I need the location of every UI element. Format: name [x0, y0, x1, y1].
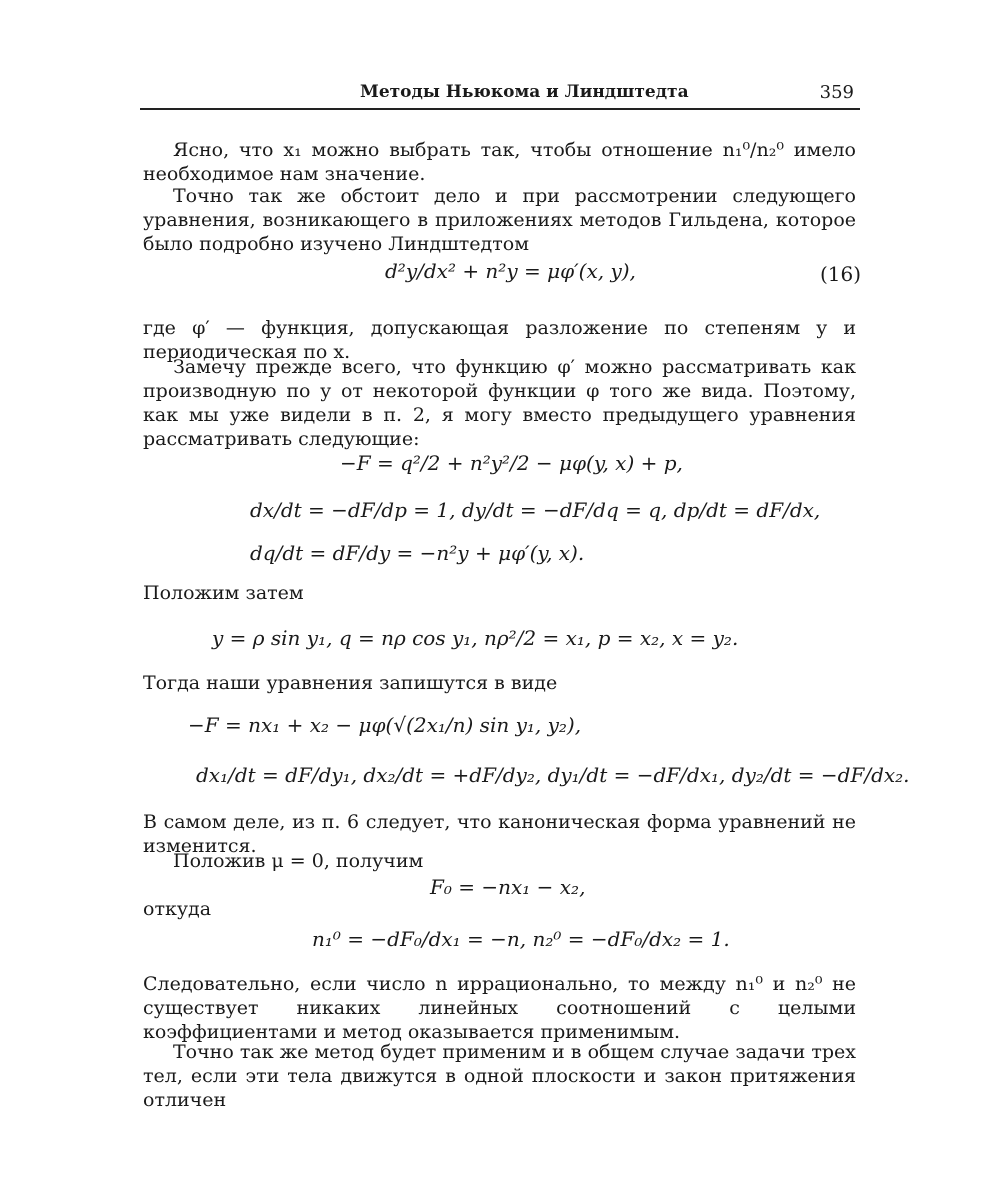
page-number: 359 [819, 82, 854, 103]
equation-substitution: y = ρ sin y₁, q = nρ cos y₁, nρ²/2 = x₁, p = x₂, x = y₂. [212, 626, 739, 650]
paragraph-10: Следовательно, если число n иррационально, то между n₁⁰ и n₂⁰ не существует никаких линейных соотношений с целыми коэффициентами и метод оказывается применимым. [143, 973, 856, 1043]
equation-canonical-2: dq/dt = dF/dy = −n²y + μφ′(y, x). [250, 541, 585, 565]
running-header [140, 80, 860, 108]
equation-F0: F₀ = −nx₁ − x₂, [430, 875, 586, 899]
paragraph-4: Замечу прежде всего, что функцию φ′ можно рассматривать как производную по y от некоторой функции φ того же вида. Поэтому, как мы уже видели в п. 2, я могу вместо предыдущего уравнения рассматривать следующие: [143, 356, 856, 450]
paragraph-1: Ясно, что x₁ можно выбрать так, чтобы отношение n₁⁰/n₂⁰ имело необходимое нам значение. [143, 139, 856, 185]
paragraph-11: Точно так же метод будет применим и в общем случае задачи трех тел, если эти тела движутся в одной плоскости и закон притяжения отличен [143, 1041, 856, 1111]
paragraph-3: где φ′ — функция, допускающая разложение по степеням y и периодическая по x. [143, 317, 856, 363]
paragraph-7: В самом деле, из п. 6 следует, что каноническая форма уравнений не изменится. [143, 811, 856, 857]
paragraph-8: Положив μ = 0, получим [173, 850, 424, 872]
running-title: Методы Ньюкома и Линдштедта [360, 82, 689, 102]
equation-16: d²y/dx² + n²y = μφ′(x, y), [385, 259, 636, 283]
paragraph-9: откуда [143, 898, 212, 920]
equation-canonical-1: dx/dt = −dF/dp = 1, dy/dt = −dF/dq = q, dp/dt = dF/dx, [250, 498, 821, 522]
equation-hamiltonian: −F = q²/2 + n²y²/2 − μφ(y, x) + p, [340, 451, 683, 475]
equation-frequencies: n₁⁰ = −dF₀/dx₁ = −n, n₂⁰ = −dF₀/dx₂ = 1. [312, 927, 730, 951]
header-rule [140, 108, 860, 110]
paragraph-6: Тогда наши уравнения запишутся в виде [143, 672, 558, 694]
paragraph-5: Положим затем [143, 582, 304, 604]
paragraph-2: Точно так же обстоит дело и при рассмотрении следующего уравнения, возникающего в приложениях методов Гильдена, которое было подробно изучено Линдштедтом [143, 185, 856, 255]
equation-number: (16) [820, 262, 862, 286]
equation-new-canonical: dx₁/dt = dF/dy₁, dx₂/dt = +dF/dy₂, dy₁/dt = −dF/dx₁, dy₂/dt = −dF/dx₂. [196, 763, 910, 787]
equation-new-hamiltonian: −F = nx₁ + x₂ − μφ(√(2x₁/n) sin y₁, y₂), [188, 713, 582, 737]
